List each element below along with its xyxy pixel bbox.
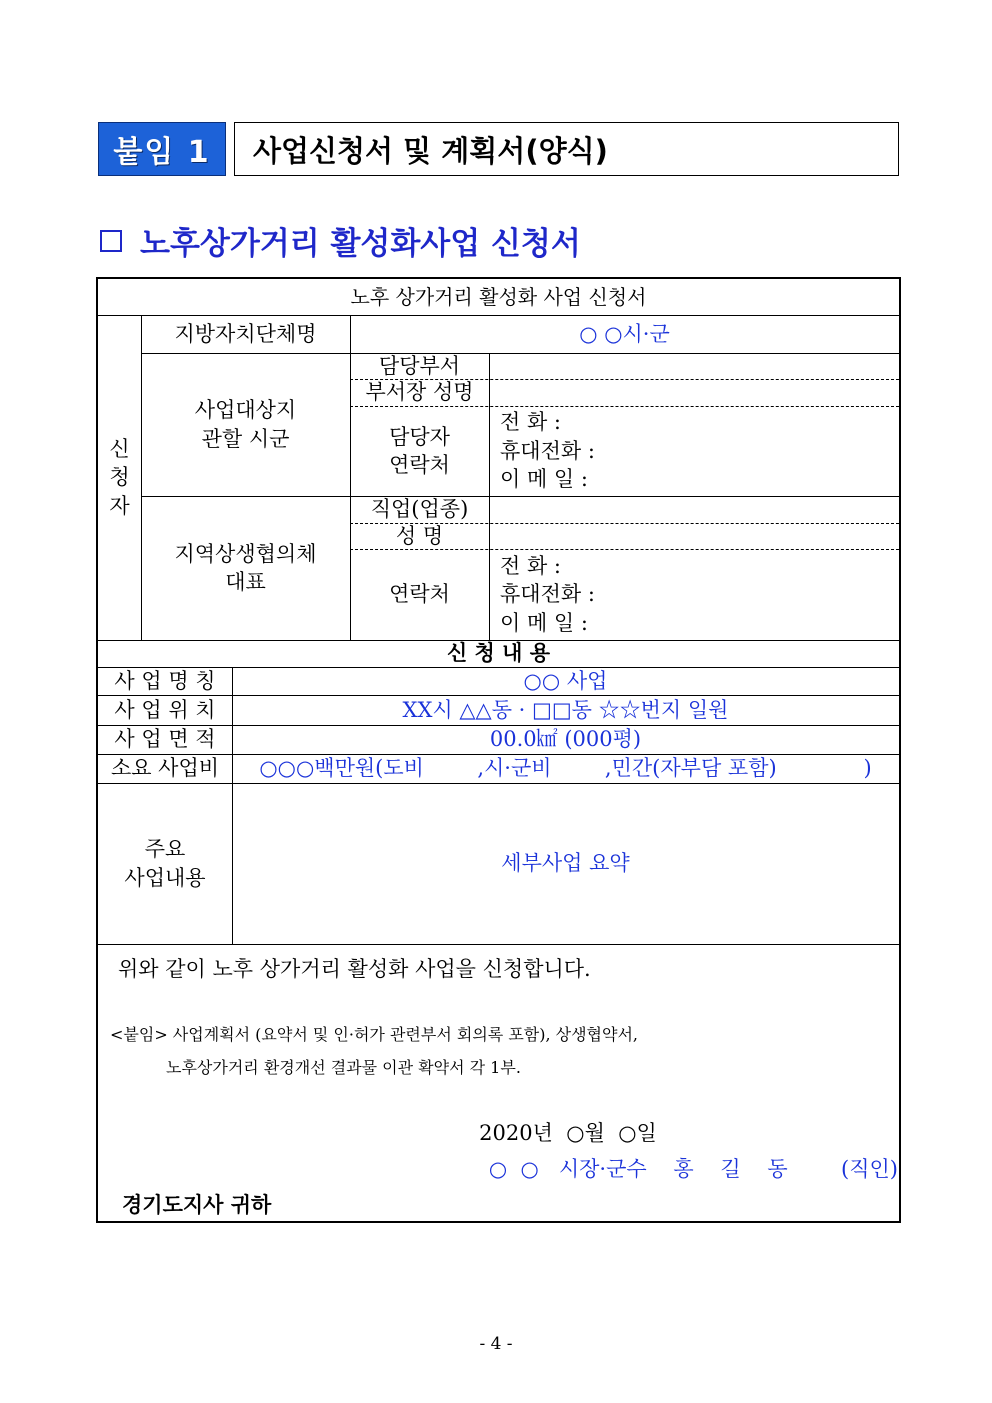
cost-value: ○○○백만원(도비 ,시·군비 ,민간(자부담 포함) ): [259, 756, 872, 781]
page-number: - 4 -: [479, 1334, 513, 1354]
biz-area-value: 00.0㎢ (000평): [489, 727, 642, 752]
application-form: [96, 277, 901, 1223]
section-heading: [100, 218, 581, 263]
biz-name-value: ○○ 사업: [523, 668, 608, 693]
recipient-line: 경기도지사 귀하: [122, 1192, 272, 1217]
biz-area-label: 사 업 면 적: [114, 727, 216, 752]
divider: [489, 353, 490, 640]
local-gov-label: 지방자치단체명: [174, 321, 317, 346]
head-name-label: 부서장 성명: [365, 380, 474, 405]
biz-location-value: XX시 △△동 · □□동 ☆☆번지 일원: [402, 697, 729, 722]
council-contact-lines: 전 화 : 휴대전화 : 이 메 일 :: [500, 553, 595, 635]
document-title: 사업신청서 및 계획서(양식): [234, 122, 899, 176]
checkbox-square-icon: [100, 230, 122, 252]
local-gov-value: ○ ○시·군: [579, 321, 670, 346]
name-label: 성 명: [395, 523, 444, 548]
target-area-label: 사업대상지 관할 시군: [194, 398, 297, 451]
job-label: 직업(업종): [370, 497, 469, 522]
form-title: 노후 상가거리 활성화 사업 신청서: [350, 284, 647, 309]
contact-label: 담당자 연락처: [389, 424, 450, 477]
cost-label: 소요 사업비: [110, 756, 220, 781]
biz-location-label: 사 업 위 치: [114, 697, 216, 722]
date-line: 2020년 ○월 ○일: [479, 1120, 657, 1145]
main-content-label: 주요 사업내용: [124, 837, 206, 890]
dept-label: 담당부서: [378, 353, 461, 378]
applicant-label: 신 청 자: [109, 436, 130, 518]
section-heading-text: 노후상가거리 활성화사업 신청서: [140, 226, 581, 262]
signer-line: ○ ○ 시장·군수 홍 길 동 (직인): [488, 1156, 898, 1181]
contact-lines: 전 화 : 휴대전화 : 이 메 일 :: [500, 410, 595, 492]
attachment-line-2: 노후상가거리 환경개선 결과물 이관 확약서 각 1부.: [166, 1058, 521, 1078]
council-contact-label: 연락처: [389, 582, 450, 607]
council-label: 지역상생협의체 대표: [174, 541, 317, 594]
attachment-line-1: <붙임> 사업계획서 (요약서 및 인·허가 관련부서 회의록 포함), 상생협약서,: [110, 1025, 639, 1045]
declaration-text: 위와 같이 노후 상가거리 활성화 사업을 신청합니다.: [118, 956, 591, 981]
divider: [98, 944, 899, 945]
main-content-value: 세부사업 요약: [501, 851, 630, 876]
biz-name-label: 사 업 명 칭: [114, 668, 216, 693]
content-header: 신 청 내 용: [446, 640, 551, 666]
attachment-badge: 붙임 1: [98, 122, 226, 176]
